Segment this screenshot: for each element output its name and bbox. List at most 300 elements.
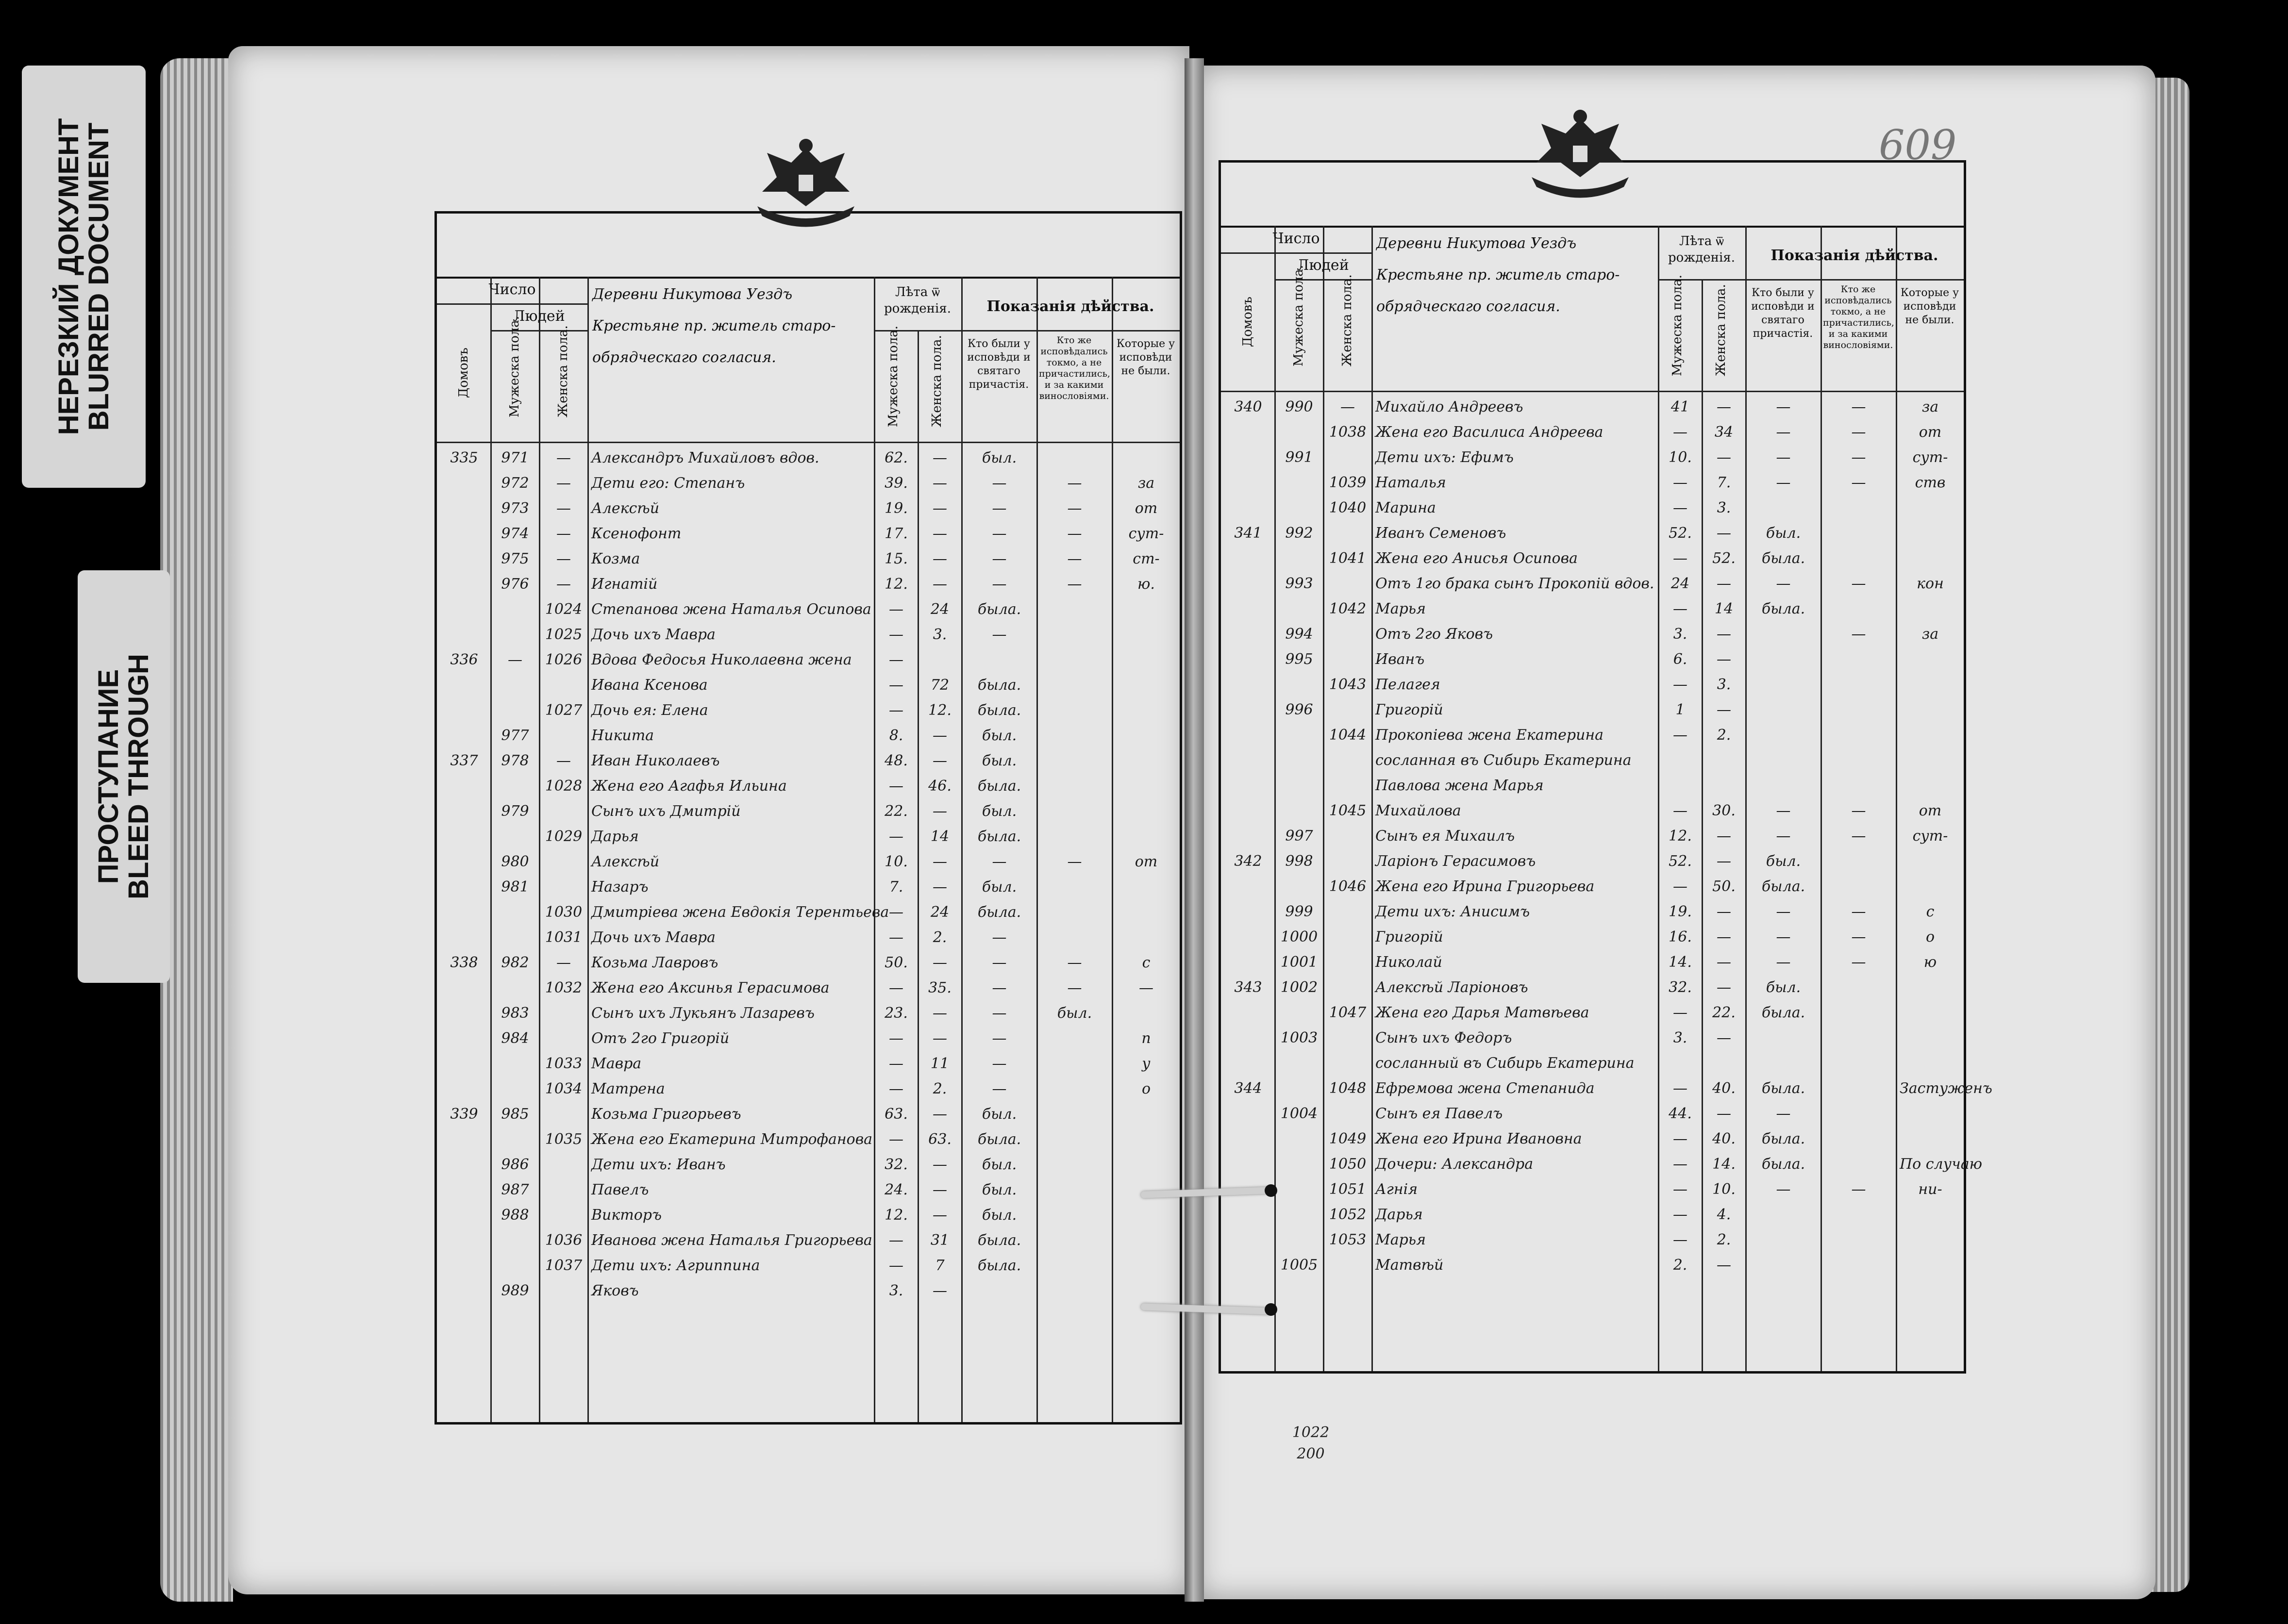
cell-lm: — bbox=[1673, 550, 1687, 567]
cell-z: 1044 bbox=[1329, 727, 1367, 744]
cell-z: 1032 bbox=[545, 979, 583, 996]
cell-m: 1000 bbox=[1280, 928, 1318, 945]
cell-lz: 11 bbox=[930, 1055, 950, 1072]
cell-c1: — bbox=[1776, 575, 1791, 592]
table-row bbox=[1221, 572, 1964, 597]
cell-z: 1042 bbox=[1329, 600, 1367, 617]
cell-c1: — bbox=[992, 929, 1007, 946]
cell-c3: о bbox=[1925, 928, 1935, 945]
cell-m: 991 bbox=[1285, 449, 1313, 466]
cell-m: 979 bbox=[501, 803, 529, 820]
cell-lz: 14 bbox=[930, 828, 950, 845]
cell-lz: 30. bbox=[1712, 802, 1736, 819]
cell-name: Викторъ bbox=[591, 1207, 662, 1224]
cell-z: — bbox=[556, 752, 571, 769]
cell-lz: 72 bbox=[930, 677, 950, 694]
cell-c1: — bbox=[992, 954, 1007, 971]
cell-c3: ств bbox=[1915, 474, 1946, 491]
table-row bbox=[1221, 825, 1964, 850]
table-row bbox=[1221, 724, 1964, 749]
cell-lm: 19. bbox=[1669, 903, 1692, 920]
cell-m: 983 bbox=[501, 1005, 529, 1022]
cell-m: — bbox=[508, 651, 522, 668]
cell-lm: — bbox=[1673, 1231, 1687, 1248]
cell-name: Иван Николаевъ bbox=[591, 752, 720, 769]
chislo-divider bbox=[1221, 252, 1371, 254]
table-row bbox=[1221, 471, 1964, 497]
cell-lz: — bbox=[1717, 979, 1731, 996]
cell-dom: 341 bbox=[1234, 525, 1262, 542]
cell-c1: был. bbox=[982, 752, 1017, 769]
cell-z: 1029 bbox=[545, 828, 583, 845]
cell-z: — bbox=[556, 475, 571, 492]
cell-c3: — bbox=[1139, 979, 1153, 996]
cell-lm: 19. bbox=[885, 500, 908, 517]
table-row bbox=[437, 977, 1180, 1002]
cell-name: Дети ихъ: Агриппина bbox=[591, 1257, 760, 1274]
table-row bbox=[1221, 875, 1964, 900]
cell-c1: был. bbox=[1766, 979, 1801, 996]
cell-lm: 7. bbox=[889, 878, 903, 895]
cell-lz: 24 bbox=[930, 904, 950, 921]
cell-c2: — bbox=[1067, 475, 1082, 492]
cell-lm: 1 bbox=[1675, 701, 1685, 718]
table-row bbox=[437, 674, 1180, 699]
header-pokazania: Показанія дѣйства. bbox=[986, 298, 1154, 315]
cell-z: 1025 bbox=[545, 626, 583, 643]
cell-name: Отъ 2го Григорій bbox=[591, 1030, 730, 1047]
header-leta: Лѣта ѿ рожденія. bbox=[1668, 234, 1735, 265]
cell-m: 984 bbox=[501, 1030, 529, 1047]
cell-name: Дарья bbox=[1375, 1206, 1423, 1223]
cell-name: Алексѣй bbox=[591, 500, 660, 517]
table-row bbox=[1221, 497, 1964, 522]
cell-c1: была. bbox=[977, 778, 1021, 795]
cell-lm: 24 bbox=[1670, 575, 1690, 592]
cell-z: — bbox=[556, 550, 571, 567]
table-row bbox=[437, 648, 1180, 674]
cell-c3: Застуженъ bbox=[1900, 1080, 1992, 1097]
cell-c3: от bbox=[1919, 424, 1942, 441]
cell-lm: 10. bbox=[1669, 449, 1692, 466]
cell-lm: — bbox=[889, 601, 903, 618]
cell-m: 980 bbox=[501, 853, 529, 870]
cell-c1: — bbox=[992, 1005, 1007, 1022]
cell-lz: — bbox=[1717, 828, 1731, 845]
cell-c3: По случаю bbox=[1900, 1156, 1983, 1173]
cell-lm: — bbox=[1673, 878, 1687, 895]
cell-m: 1003 bbox=[1280, 1029, 1318, 1046]
cell-m: 974 bbox=[501, 525, 529, 542]
cell-dom: 340 bbox=[1234, 398, 1262, 415]
cell-c1: был. bbox=[982, 803, 1017, 820]
cell-c3: о bbox=[1141, 1080, 1151, 1097]
table-row bbox=[1221, 976, 1964, 1001]
cell-lm: — bbox=[889, 1030, 903, 1047]
table-row bbox=[1221, 648, 1964, 673]
cell-lz: 2. bbox=[933, 1080, 947, 1097]
cell-lm: 8. bbox=[889, 727, 903, 744]
header-domov: Домовъ bbox=[1240, 297, 1255, 347]
cell-name: Сынъ ихъ Дмитрій bbox=[591, 803, 741, 820]
cell-c1: — bbox=[1776, 802, 1791, 819]
cell-c1: был. bbox=[982, 1156, 1017, 1173]
cell-lm: — bbox=[889, 651, 903, 668]
cell-lz: 31 bbox=[930, 1232, 950, 1249]
table-row bbox=[437, 1103, 1180, 1128]
header-leta-z: Женска пола. bbox=[930, 335, 944, 427]
table-row bbox=[1221, 1102, 1964, 1127]
cell-c3: п bbox=[1141, 1030, 1151, 1047]
cell-c1: — bbox=[992, 550, 1007, 567]
cell-c3: с bbox=[1926, 903, 1935, 920]
cell-lm: 12. bbox=[1669, 828, 1692, 845]
right-register-table bbox=[1219, 160, 1992, 1374]
cell-lz: — bbox=[933, 1181, 947, 1198]
table-row bbox=[1221, 522, 1964, 547]
cell-name: Жена его Агафья Ильина bbox=[591, 778, 787, 795]
cell-lm: 62. bbox=[885, 449, 908, 466]
page-tally bbox=[1282, 1422, 1340, 1465]
cell-name: Сынъ ея Павелъ bbox=[1375, 1105, 1503, 1122]
table-row bbox=[437, 775, 1180, 800]
blurred-label-ru: НЕРЕЗКИЙ ДОКУМЕНТ bbox=[52, 118, 84, 435]
table-row bbox=[1221, 396, 1964, 421]
header-pokazania: Показанія дѣйства. bbox=[1770, 247, 1938, 264]
cell-m: 973 bbox=[501, 500, 529, 517]
cell-name: Отъ 2го Яковъ bbox=[1375, 626, 1493, 643]
cell-c1: был. bbox=[982, 878, 1017, 895]
header-chislo: Число bbox=[1272, 230, 1320, 247]
cell-name: Марина bbox=[1375, 499, 1436, 516]
cell-name: Иванъ bbox=[1375, 651, 1425, 668]
cell-z: — bbox=[556, 500, 571, 517]
cell-z: 1036 bbox=[545, 1232, 583, 1249]
cell-lz: — bbox=[933, 475, 947, 492]
cell-c2: — bbox=[1851, 928, 1866, 945]
cell-lm: — bbox=[889, 702, 903, 719]
cell-lz: — bbox=[933, 576, 947, 593]
cell-z: 1034 bbox=[545, 1080, 583, 1097]
page-stack-left bbox=[160, 58, 233, 1602]
header-col3: Которые у исповѣди не были. bbox=[1900, 287, 1959, 326]
table-row bbox=[437, 547, 1180, 573]
cell-lm: — bbox=[1673, 1181, 1687, 1198]
page-stack-right bbox=[2151, 78, 2189, 1592]
cell-z: — bbox=[556, 576, 571, 593]
table-row bbox=[1221, 951, 1964, 976]
cell-name: Дети его: Степанъ bbox=[591, 475, 745, 492]
table-row bbox=[437, 1279, 1180, 1305]
cell-lm: — bbox=[1673, 424, 1687, 441]
header-col1: Кто были у исповѣди и святаго причастія. bbox=[1751, 287, 1815, 340]
table-row bbox=[1221, 623, 1964, 648]
cell-lz: — bbox=[933, 752, 947, 769]
cell-c2: — bbox=[1851, 1181, 1866, 1198]
cell-z: 1030 bbox=[545, 904, 583, 921]
cell-m: 1002 bbox=[1280, 979, 1318, 996]
cell-name: Жена его Дарья Матвѣева bbox=[1375, 1004, 1589, 1021]
table-row bbox=[437, 1153, 1180, 1178]
pokazania-divider bbox=[1745, 279, 1964, 281]
cell-lm: — bbox=[889, 626, 903, 643]
header-leta-m: Мужеска пола. bbox=[886, 325, 901, 427]
chislo-divider bbox=[437, 303, 587, 305]
cell-c3: сут- bbox=[1128, 525, 1164, 542]
page-number: 609 bbox=[1879, 121, 1957, 169]
cell-lz: — bbox=[1717, 525, 1731, 542]
cell-c1: была. bbox=[977, 677, 1021, 694]
cell-lz: 4. bbox=[1717, 1206, 1731, 1223]
header-village-3: обрядческаго согласия. bbox=[1376, 298, 1560, 315]
table-row bbox=[437, 1077, 1180, 1103]
cell-name: Сынъ ихъ Федоръ bbox=[1375, 1029, 1512, 1046]
cell-lm: 15. bbox=[885, 550, 908, 567]
cell-c3: ст- bbox=[1133, 550, 1160, 567]
cell-m: 997 bbox=[1285, 828, 1313, 845]
table-row bbox=[1221, 1001, 1964, 1027]
cell-lm: — bbox=[1673, 1156, 1687, 1173]
cell-z: 1033 bbox=[545, 1055, 583, 1072]
cell-lz: 35. bbox=[928, 979, 952, 996]
cell-name: Отъ 1го брака сынъ Прокопій вдов. bbox=[1375, 575, 1654, 592]
cell-lz: — bbox=[1717, 928, 1731, 945]
cell-name: Прокопіева жена Екатерина bbox=[1375, 727, 1604, 744]
cell-c3: от bbox=[1135, 853, 1158, 870]
cell-name: Дочь ея: Елена bbox=[591, 702, 708, 719]
table-row bbox=[1221, 900, 1964, 926]
cell-lm: — bbox=[1673, 1130, 1687, 1147]
cell-lz: — bbox=[1717, 626, 1731, 643]
cell-c2: — bbox=[1067, 525, 1082, 542]
cell-z: 1043 bbox=[1329, 676, 1367, 693]
cell-lz: 3. bbox=[1717, 499, 1731, 516]
cell-dom: 338 bbox=[450, 954, 478, 971]
table-row bbox=[1221, 799, 1964, 825]
cell-lz: 24 bbox=[930, 601, 950, 618]
cell-lm: 39. bbox=[885, 475, 908, 492]
cell-name: Иванова жена Наталья Григорьева bbox=[591, 1232, 872, 1249]
cell-lz: 14 bbox=[1714, 600, 1734, 617]
table-row bbox=[437, 926, 1180, 951]
cell-lz: 50. bbox=[1712, 878, 1736, 895]
tally-line-2: 200 bbox=[1297, 1445, 1325, 1462]
cell-c1: была. bbox=[1761, 878, 1805, 895]
cell-c3: от bbox=[1919, 802, 1942, 819]
bleed-label-en: BLEED THROUGH bbox=[123, 654, 154, 899]
cell-c1: был. bbox=[1766, 853, 1801, 870]
cell-z: 1026 bbox=[545, 651, 583, 668]
cell-lm: 24. bbox=[885, 1181, 908, 1198]
cell-lm: — bbox=[1673, 600, 1687, 617]
cell-c1: — bbox=[1776, 474, 1791, 491]
table-row bbox=[437, 850, 1180, 876]
header-village-3: обрядческаго согласия. bbox=[592, 349, 776, 366]
cell-m: 999 bbox=[1285, 903, 1313, 920]
cell-z: — bbox=[556, 525, 571, 542]
header-village: Деревни Никутова Уездъ bbox=[592, 286, 793, 303]
cell-lz: — bbox=[1717, 954, 1731, 971]
cell-lm: 10. bbox=[885, 853, 908, 870]
cell-c1: — bbox=[1776, 828, 1791, 845]
cell-lm: 12. bbox=[885, 576, 908, 593]
cell-c2: — bbox=[1851, 474, 1866, 491]
cell-name: Павлова жена Марья bbox=[1375, 777, 1544, 794]
cell-c1: — bbox=[992, 979, 1007, 996]
cell-name: Дети ихъ: Анисимъ bbox=[1375, 903, 1530, 920]
header-leta-m: Мужеска пола. bbox=[1670, 274, 1685, 376]
cell-c1: — bbox=[1776, 1181, 1791, 1198]
cell-m: 990 bbox=[1285, 398, 1313, 415]
cell-lz: — bbox=[933, 500, 947, 517]
header-domov: Домовъ bbox=[456, 348, 471, 398]
cell-lz: 34 bbox=[1714, 424, 1734, 441]
cell-lm: — bbox=[889, 828, 903, 845]
cell-c3: сут- bbox=[1912, 449, 1948, 466]
imperial-eagle-emblem bbox=[748, 133, 864, 226]
cell-lz: — bbox=[1717, 1257, 1731, 1274]
cell-c1: был. bbox=[982, 727, 1017, 744]
table-row bbox=[437, 1204, 1180, 1229]
table-row bbox=[1221, 1254, 1964, 1279]
cell-lz: — bbox=[1717, 398, 1731, 415]
lyudey-divider bbox=[490, 330, 587, 331]
cell-m: 982 bbox=[501, 954, 529, 971]
cell-name: Ивана Ксенова bbox=[591, 677, 708, 694]
cell-m: 975 bbox=[501, 550, 529, 567]
cell-lm: 41 bbox=[1670, 398, 1690, 415]
cell-c1: был. bbox=[982, 1207, 1017, 1224]
cell-m: 995 bbox=[1285, 651, 1313, 668]
cell-lz: 63. bbox=[928, 1131, 952, 1148]
cell-name: Ларіонъ Герасимовъ bbox=[1375, 853, 1536, 870]
header-lyudey: Людей bbox=[1297, 257, 1349, 274]
cell-lm: 3. bbox=[889, 1282, 903, 1299]
cell-name: Жена его Василиса Андреева bbox=[1375, 424, 1603, 441]
cell-z: 1051 bbox=[1329, 1181, 1367, 1198]
table-row bbox=[1221, 774, 1964, 799]
table-row bbox=[1221, 421, 1964, 446]
cell-c1: — bbox=[1776, 954, 1791, 971]
cell-name: Жена его Аксинья Герасимова bbox=[591, 979, 830, 996]
cell-lm: — bbox=[889, 1131, 903, 1148]
table-row bbox=[1221, 597, 1964, 623]
cell-c1: была. bbox=[1761, 1156, 1805, 1173]
cell-name: Степанова жена Наталья Осипова bbox=[591, 601, 871, 618]
table-row bbox=[437, 825, 1180, 850]
cell-name: Марья bbox=[1375, 600, 1426, 617]
cell-lz: — bbox=[933, 1156, 947, 1173]
cell-c1: была. bbox=[977, 601, 1021, 618]
table-row bbox=[437, 573, 1180, 598]
cell-name: Матрена bbox=[591, 1080, 665, 1097]
cell-lm: — bbox=[1673, 802, 1687, 819]
left-register-table bbox=[434, 211, 1182, 1425]
tally-line-1: 1022 bbox=[1292, 1424, 1330, 1441]
right-top-band bbox=[1221, 163, 1964, 228]
binding-hole bbox=[1265, 1184, 1277, 1197]
bleed-label-ru: ПРОСТУПАНИЕ bbox=[93, 669, 124, 884]
cell-c2: — bbox=[1067, 954, 1082, 971]
cell-lm: — bbox=[889, 1055, 903, 1072]
cell-lz: — bbox=[933, 1030, 947, 1047]
cell-name: Дети ихъ: Ефимъ bbox=[1375, 449, 1514, 466]
cell-c1: — bbox=[992, 626, 1007, 643]
cell-c1: была. bbox=[977, 904, 1021, 921]
header-col2: Кто же исповѣдались токмо, а не причастились, и за какими винословіями. bbox=[1823, 284, 1894, 350]
table-row bbox=[437, 1229, 1180, 1254]
cell-c1: был. bbox=[982, 449, 1017, 466]
cell-c3: кон bbox=[1917, 575, 1944, 592]
cell-z: 1031 bbox=[545, 929, 583, 946]
cell-lm: 2. bbox=[1673, 1257, 1687, 1274]
cell-lz: 10. bbox=[1712, 1181, 1736, 1198]
cell-lz: — bbox=[1717, 853, 1731, 870]
cell-dom: 344 bbox=[1234, 1080, 1262, 1097]
table-row bbox=[437, 699, 1180, 724]
cell-c1: был. bbox=[1766, 525, 1801, 542]
cell-c2: — bbox=[1067, 550, 1082, 567]
cell-c2: — bbox=[1851, 626, 1866, 643]
cell-name: Николай bbox=[1375, 954, 1442, 971]
cell-z: — bbox=[556, 954, 571, 971]
cell-lm: — bbox=[889, 929, 903, 946]
cell-m: 996 bbox=[1285, 701, 1313, 718]
cell-c2: — bbox=[1067, 853, 1082, 870]
table-row bbox=[437, 522, 1180, 547]
cell-name: Сынъ ихъ Лукьянъ Лазаревъ bbox=[591, 1005, 815, 1022]
cell-z: 1053 bbox=[1329, 1231, 1367, 1248]
header-zhen: Женска пола. bbox=[1340, 274, 1354, 366]
cell-name: Ксенофонт bbox=[591, 525, 682, 542]
cell-lm: 52. bbox=[1669, 853, 1692, 870]
cell-name: Дочери: Александра bbox=[1375, 1156, 1534, 1173]
cell-dom: 336 bbox=[450, 651, 478, 668]
cell-m: 986 bbox=[501, 1156, 529, 1173]
header-village-2: Крестьяне пр. житель старо- bbox=[1376, 266, 1620, 283]
cell-lz: — bbox=[933, 1282, 947, 1299]
cell-lm: — bbox=[889, 677, 903, 694]
cell-dom: 337 bbox=[450, 752, 478, 769]
table-row bbox=[1221, 446, 1964, 471]
cell-c3: ю bbox=[1923, 954, 1937, 971]
cell-c1: был. bbox=[982, 1181, 1017, 1198]
cell-c1: — bbox=[1776, 928, 1791, 945]
cell-name: Дмитріева жена Евдокія Терентьева bbox=[591, 904, 889, 921]
cell-m: 993 bbox=[1285, 575, 1313, 592]
table-row bbox=[1221, 1027, 1964, 1052]
table-row bbox=[1221, 1228, 1964, 1254]
cell-name: Жена его Екатерина Митрофанова bbox=[591, 1131, 873, 1148]
header-village: Деревни Никутова Уездъ bbox=[1376, 235, 1577, 252]
cell-c2: — bbox=[1851, 828, 1866, 845]
cell-z: 1024 bbox=[545, 601, 583, 618]
cell-m: 988 bbox=[501, 1207, 529, 1224]
cell-lz: 22. bbox=[1712, 1004, 1736, 1021]
cell-c1: — bbox=[1776, 424, 1791, 441]
table-row bbox=[437, 447, 1180, 472]
cell-name: Мавра bbox=[591, 1055, 642, 1072]
cell-c2: — bbox=[1067, 576, 1082, 593]
cell-c2: — bbox=[1067, 500, 1082, 517]
table-row bbox=[1221, 698, 1964, 724]
cell-m: 994 bbox=[1285, 626, 1313, 643]
cell-z: 1037 bbox=[545, 1257, 583, 1274]
cell-c1: была. bbox=[977, 702, 1021, 719]
cell-name: Александръ Михайловъ вдов. bbox=[591, 449, 819, 466]
cell-m: 976 bbox=[501, 576, 529, 593]
header-col1: Кто были у исповѣди и святаго причастія. bbox=[967, 338, 1031, 391]
